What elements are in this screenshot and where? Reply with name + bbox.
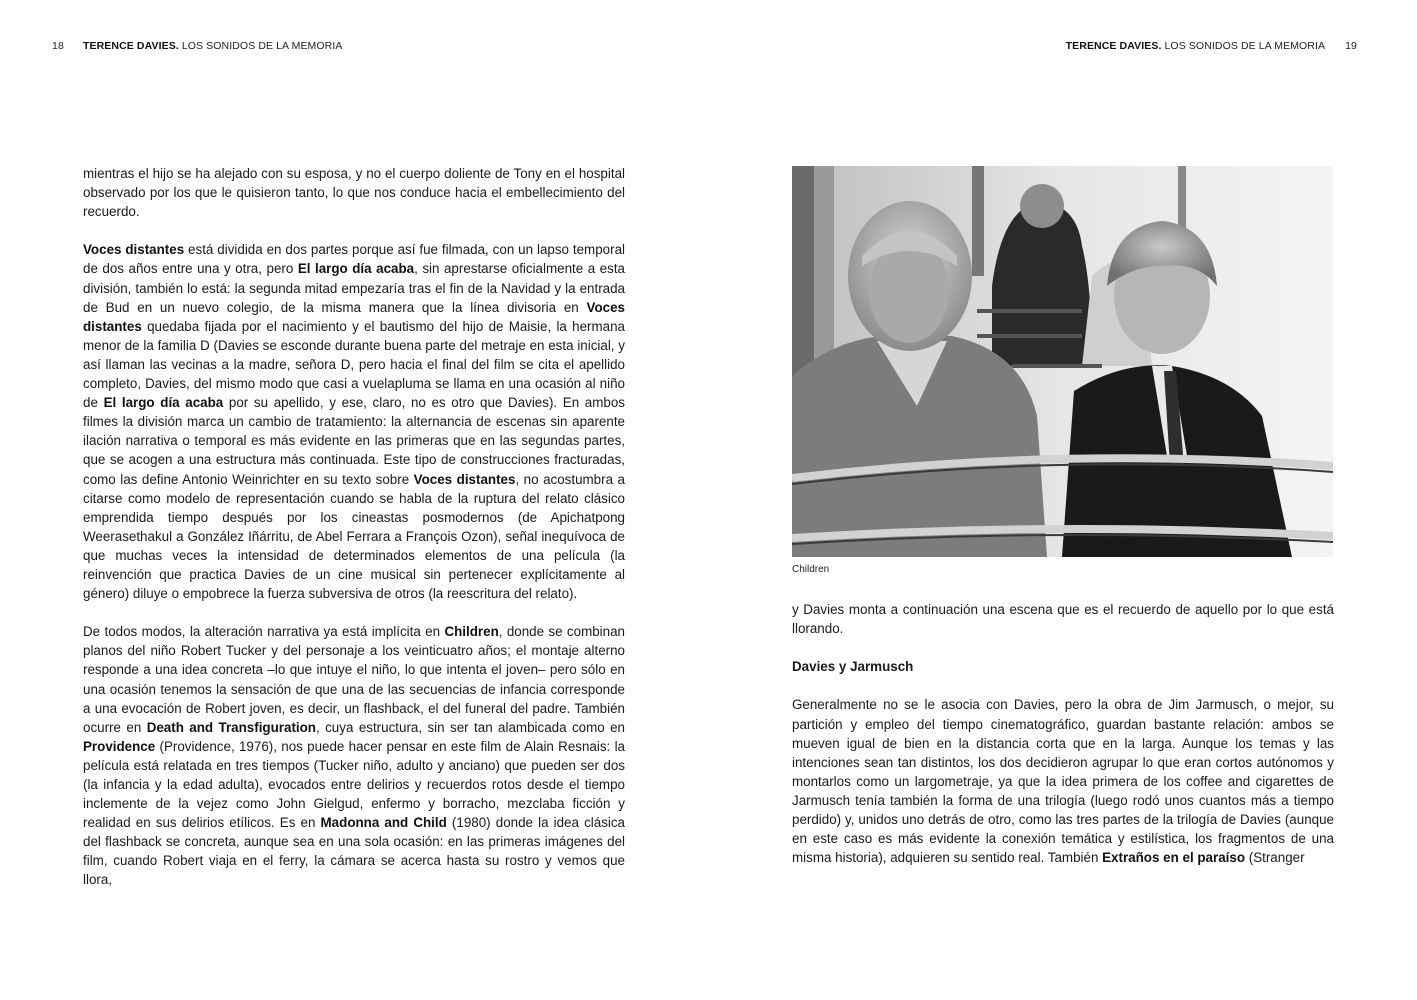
- text-run: quedaba fijada por el nacimiento y el bautismo del hijo de Maisie, la hermana menor de la familia D (Davies se esconde durante buena parte del metraje en esta inicial, y así llaman las vecinas a la madre, señora D, pero hacia el final del film se cita el apellido completo, Davies, del mismo modo que casi a vuelapluma se llama en una ocasión al niño de: [83, 318, 625, 411]
- film-title: Voces distantes: [83, 299, 625, 334]
- film-title: El largo día acaba: [297, 261, 415, 277]
- running-head-right: [1066, 40, 1357, 52]
- book-title-bold: TERENCE DAVIES.: [83, 40, 179, 52]
- film-title: Voces distantes: [83, 242, 185, 258]
- text-run: , cuya estructura, sin ser tan alambicada como en: [315, 719, 625, 735]
- body-paragraph: [792, 695, 1334, 867]
- film-title: Death and Transfiguration: [146, 719, 316, 735]
- film-still-illustration: [792, 166, 1333, 557]
- text-run: por su apellido, y ese, claro, no es otro que Davies). En ambos filmes la división marca un cambio de tratamiento: la alternancia de escenas sin aparente ilación narrativa o temporal es más evidente en las primeras que en las segundas partes, que se acogen a una estructura más continuada. Este tipo de construcciones fracturadas, como las define Antonio Weinrichter en su texto sobre: [83, 395, 625, 487]
- right-page-body: [792, 600, 1334, 886]
- book-title-rest: LOS SONIDOS DE LA MEMORIA: [1161, 40, 1326, 52]
- page-number-left: 18: [52, 40, 64, 52]
- book-title-rest: LOS SONIDOS DE LA MEMORIA: [178, 40, 343, 52]
- film-title: Extraños en el paraíso: [1102, 850, 1246, 866]
- text-run: , no acostumbra a citarse como modelo de representación cuando se habla de la ruptura del relato clásico emprendida tiempo después por los cineastas posmodernos (de Apichatpong Weerasethakul a González Iñárritu, de Abel Ferrara a François Ozon), señal inequívoca de que muchas veces la intensidad de determinados elementos de una película (la reinvención que practica Davies de un cine musical sin pertenecer explícitamente al género) diluye o empobrece la fuerza subversiva de otros (la reescritura del relato).: [83, 471, 625, 602]
- film-title: Madonna and Child: [320, 815, 447, 831]
- running-head-left: [52, 40, 342, 52]
- text-run: y Davies monta a continuación una escena que es el recuerdo de aquello por lo que está llorando.: [792, 602, 1334, 637]
- text-run: (1980) donde la idea clásica del flashback se concreta, aunque sea en una sola ocasión: en las primeras imágenes del film, cuando Robert viaja en el ferry, la cámara se acerca hasta su rostro y vemos que llora,: [83, 815, 626, 888]
- text-run: , donde se combinan planos del niño Robert Tucker y del personaje a los veinticuatro años; el montaje alterno responde a una idea concreta –lo que intuye el niño, lo que intenta el joven– pero sólo en una ocasión tenemos la sensación de que una de las secuencias de infancia corresponde a una evocación de Robert joven, es decir, un flashback, el del funeral del padre. También ocurre en: [83, 624, 625, 735]
- text-run: De todos modos, la alteración narrativa ya está implícita en: [83, 624, 445, 640]
- film-title: Children: [444, 624, 499, 640]
- body-paragraph: [83, 622, 625, 889]
- text-run: (Providence, 1976), nos puede hacer pensar en este film de Alain Resnais: la película está relatada en tres tiempos (Tucker niño, adulto y anciano) que pueden ser dos (la infancia y la edad adulta), evocados entre delirios y recuerdos rotos desde el tiempo inclemente de la vejez como John Gielgud, enfermo y borracho, mezclaba ficción y realidad en sus delirios etílicos. Es en: [83, 738, 625, 831]
- film-title: Voces distantes: [413, 471, 516, 487]
- book-title-bold: TERENCE DAVIES.: [1065, 40, 1162, 52]
- left-page-body: [83, 164, 625, 909]
- film-still-photo: [792, 166, 1333, 557]
- section-heading: Davies y Jarmusch: [792, 659, 914, 675]
- text-run: está dividida en dos partes porque así fue filmada, con un lapso temporal de dos años entre una y otra, pero: [83, 242, 625, 277]
- body-paragraph: [83, 164, 625, 221]
- figure-caption: Children: [792, 564, 830, 575]
- text-run: mientras el hijo se ha alejado con su esposa, y no el cuerpo doliente de Tony en el hospital observado por los que le quisieron tanto, lo que nos conduce hacia el embellecimiento del recuerdo.: [83, 166, 625, 220]
- body-paragraph: [792, 600, 1334, 638]
- body-paragraph: [83, 240, 625, 603]
- film-title: El largo día acaba: [103, 395, 224, 411]
- text-run: Generalmente no se le asocia con Davies, pero la obra de Jim Jarmusch, o mejor, su partición y empleo del tiempo cinematográfico, guardan bastante relación: ambos se mueven igual de bien en la distancia corta que en la larga. Aunque los temas y las intenciones sean tan distintos, los dos decidieron agrupar lo que eran cortos autónomos y montarlos como un largometraje, ya que la idea primera de los coffee and cigarettes de Jarmusch tenía también la forma de una trilogía (luego rodó unos cuantos más a tiempo perdido) y, unidos uno detrás de otro, como las tres partes de la trilogía de Davies (aunque en este caso es más evidente la conexión temática y estilística, los fragmentos de una misma historia), adquieren su sentido real. También: [792, 697, 1334, 866]
- page-number-right: 19: [1345, 40, 1357, 52]
- text-run: (Stranger: [1245, 850, 1305, 866]
- text-run: , sin aprestarse oficialmente a esta división, también lo está: la segunda mitad empezaría tras el fin de la Navidad y la entrada de Bud en un nuevo colegio, de la misma manera que la línea divisoria en: [83, 261, 625, 315]
- film-title: Providence: [83, 738, 156, 754]
